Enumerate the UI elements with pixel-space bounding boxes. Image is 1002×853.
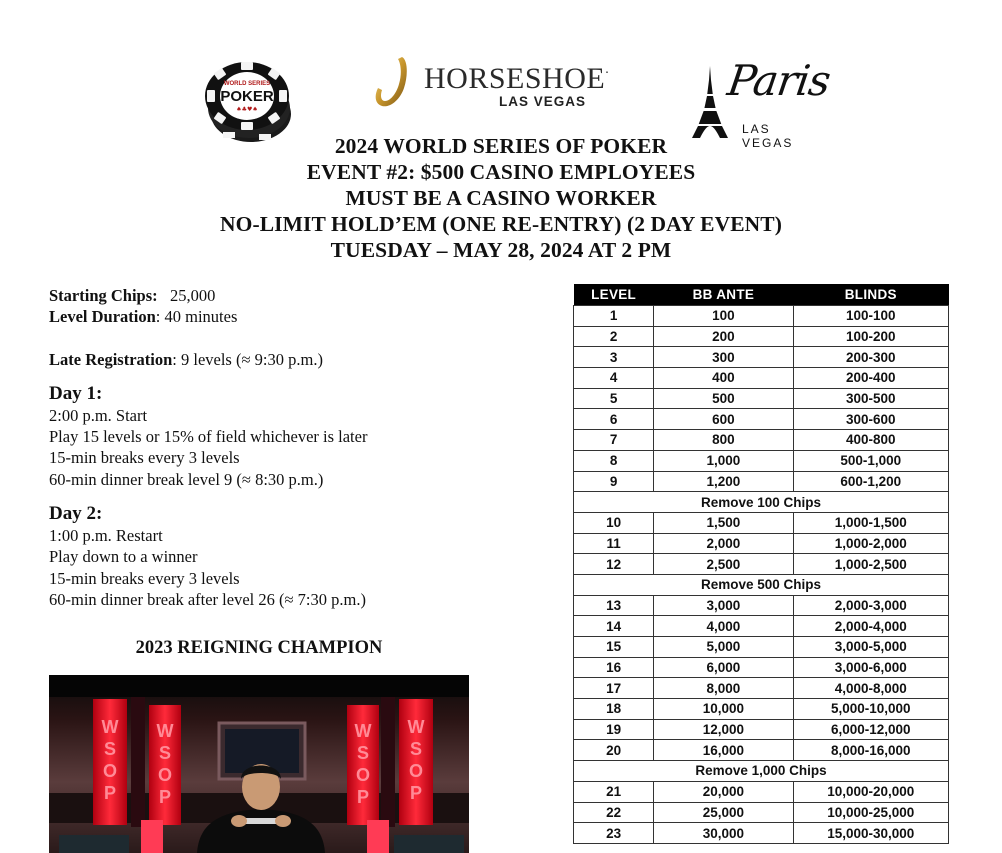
level-cell: 11 (574, 533, 654, 554)
level-cell: 13 (574, 595, 654, 616)
svg-text:W: W (354, 721, 372, 741)
blinds-cell: 8,000-16,000 (793, 740, 948, 761)
blinds-cell: 6,000-12,000 (793, 719, 948, 740)
table-row (574, 678, 949, 699)
level-cell: 5 (574, 388, 654, 409)
level-cell: 15 (574, 637, 654, 658)
level-cell: 17 (574, 678, 654, 699)
day2-line: 15-min breaks every 3 levels (49, 568, 240, 588)
level-cell: 2 (574, 326, 654, 347)
blinds-cell: 2,000-4,000 (793, 616, 948, 637)
svg-text:S: S (158, 743, 172, 763)
blinds-cell: 4,000-8,000 (793, 678, 948, 699)
blinds-cell: 300-500 (793, 388, 948, 409)
late-registration: Late Registration: 9 levels (≈ 9:30 p.m.) (49, 349, 323, 369)
svg-text:P: P (356, 787, 370, 807)
level-cell: 7 (574, 430, 654, 451)
chip-removal-row (574, 574, 949, 595)
svg-text:S: S (103, 739, 117, 759)
bb-ante-cell: 100 (654, 306, 793, 327)
chip-removal-note: Remove 100 Chips (574, 492, 949, 513)
blinds-cell: 15,000-30,000 (793, 823, 948, 844)
paris-las-vegas-logo (692, 56, 833, 150)
level-duration: Level Duration: 40 minutes (49, 307, 238, 327)
title-line-date: TUESDAY – MAY 28, 2024 AT 2 PM (330, 238, 672, 262)
table-row (574, 699, 949, 720)
bb-ante-cell: 25,000 (654, 802, 793, 823)
bb-ante-cell: 16,000 (654, 740, 793, 761)
level-cell: 3 (574, 347, 654, 368)
svg-text:WORLD SERIES: WORLD SERIES (223, 81, 271, 87)
day1-line: 15-min breaks every 3 levels (49, 448, 240, 468)
bb-ante-cell: 4,000 (654, 616, 793, 637)
blinds-cell: 100-100 (793, 306, 948, 327)
horseshoe-icon (372, 54, 412, 110)
blinds-cell: 1,000-2,000 (793, 533, 948, 554)
table-row (574, 326, 949, 347)
blinds-cell: 3,000-5,000 (793, 637, 948, 658)
table-row (574, 409, 949, 430)
bb-ante-cell: 300 (654, 347, 793, 368)
blinds-cell: 2,000-3,000 (793, 595, 948, 616)
blinds-cell: 400-800 (793, 430, 948, 451)
svg-text:O: O (157, 765, 173, 785)
bb-ante-cell: 12,000 (654, 719, 793, 740)
blinds-cell: 10,000-25,000 (793, 802, 948, 823)
blinds-cell: 1,000-1,500 (793, 512, 948, 533)
bb-ante-cell: 500 (654, 388, 793, 409)
table-row (574, 347, 949, 368)
svg-text:O: O (408, 761, 424, 781)
level-cell: 20 (574, 740, 654, 761)
column-header-level: LEVEL (574, 284, 654, 306)
table-row (574, 306, 949, 327)
column-header-blinds: BLINDS (793, 284, 948, 306)
svg-text:O: O (355, 765, 371, 785)
day2-heading: Day 2: (49, 503, 103, 525)
table-row (574, 616, 949, 637)
bb-ante-cell: 2,500 (654, 554, 793, 575)
blinds-cell: 200-300 (793, 347, 948, 368)
svg-text:W: W (101, 717, 119, 737)
table-row (574, 554, 949, 575)
level-cell: 23 (574, 823, 654, 844)
bb-ante-cell: 600 (654, 409, 793, 430)
paris-subtitle: LAS VEGAS (742, 122, 794, 150)
blinds-cell: 5,000-10,000 (793, 699, 948, 720)
table-row (574, 388, 949, 409)
table-row (574, 719, 949, 740)
table-row (574, 781, 949, 802)
starting-chips: Starting Chips: 25,000 (49, 286, 216, 305)
level-cell: 19 (574, 719, 654, 740)
blinds-cell: 200-400 (793, 368, 948, 389)
bb-ante-cell: 800 (654, 430, 793, 451)
table-row (574, 368, 949, 389)
day1-line: Play 15 levels or 15% of field whichever is later (49, 427, 368, 447)
bb-ante-cell: 8,000 (654, 678, 793, 699)
svg-text:W: W (407, 717, 425, 737)
title-line-eligibility: MUST BE A CASINO WORKER (345, 186, 657, 210)
bb-ante-cell: 6,000 (654, 657, 793, 678)
event-details (49, 285, 529, 610)
blinds-cell: 600-1,200 (793, 471, 948, 492)
blinds-cell: 100-200 (793, 326, 948, 347)
bb-ante-cell: 10,000 (654, 699, 793, 720)
bb-ante-cell: 400 (654, 368, 793, 389)
bb-ante-cell: 200 (654, 326, 793, 347)
horseshoe-las-vegas-logo: HORSESHOE. LAS VEGAS (372, 52, 604, 116)
column-header-bb-ante: BB ANTE (654, 284, 793, 306)
svg-text:POKER: POKER (220, 88, 274, 105)
blinds-cell: 3,000-6,000 (793, 657, 948, 678)
level-cell: 21 (574, 781, 654, 802)
table-row (574, 802, 949, 823)
table-row (574, 637, 949, 658)
level-cell: 8 (574, 450, 654, 471)
title-line-series: 2024 WORLD SERIES OF POKER (334, 134, 668, 158)
svg-text:S: S (356, 743, 370, 763)
bb-ante-cell: 1,500 (654, 512, 793, 533)
day1-line: 60-min dinner break level 9 (≈ 8:30 p.m.) (49, 469, 324, 489)
level-cell: 12 (574, 554, 654, 575)
blinds-cell: 500-1,000 (793, 450, 948, 471)
table-row (574, 740, 949, 761)
table-row (574, 450, 949, 471)
svg-text:♠♣♥♠: ♠♣♥♠ (236, 106, 258, 113)
svg-text:W: W (156, 721, 174, 741)
table-row (574, 471, 949, 492)
table-row (574, 512, 949, 533)
chip-removal-note: Remove 1,000 Chips (574, 761, 949, 782)
svg-text:P: P (103, 783, 117, 803)
level-cell: 10 (574, 512, 654, 533)
bb-ante-cell: 30,000 (654, 823, 793, 844)
blinds-structure-table (573, 284, 949, 844)
paris-wordmark: Paris (724, 56, 833, 105)
eiffel-tower-icon (692, 66, 728, 138)
blinds-cell: 300-600 (793, 409, 948, 430)
blinds-cell: 10,000-20,000 (793, 781, 948, 802)
day1-line: 2:00 p.m. Start (49, 405, 148, 425)
day1-heading: Day 1: (49, 382, 103, 404)
level-cell: 18 (574, 699, 654, 720)
level-cell: 4 (574, 368, 654, 389)
event-title-block (0, 133, 1002, 263)
table-row (574, 430, 949, 451)
champion-photo (49, 675, 469, 853)
level-cell: 14 (574, 616, 654, 637)
champion-heading: 2023 REIGNING CHAMPION (135, 638, 383, 658)
day2-line: 60-min dinner break after level 26 (≈ 7:30 p.m.) (49, 589, 366, 609)
title-line-game: NO-LIMIT HOLD’EM (ONE RE-ENTRY) (2 DAY EVENT) (220, 212, 782, 236)
table-header-row (574, 284, 949, 306)
level-cell: 9 (574, 471, 654, 492)
svg-text:P: P (158, 787, 172, 807)
table-row (574, 533, 949, 554)
table-row (574, 823, 949, 844)
bb-ante-cell: 1,000 (654, 450, 793, 471)
bb-ante-cell: 2,000 (654, 533, 793, 554)
chip-removal-row (574, 761, 949, 782)
horseshoe-name: HORSESHOE (424, 62, 606, 95)
table-row (574, 595, 949, 616)
bb-ante-cell: 3,000 (654, 595, 793, 616)
bb-ante-cell: 5,000 (654, 637, 793, 658)
svg-text:O: O (102, 761, 118, 781)
level-cell: 16 (574, 657, 654, 678)
horseshoe-subtitle: LAS VEGAS (499, 94, 587, 109)
svg-text:P: P (409, 783, 423, 803)
level-cell: 1 (574, 306, 654, 327)
level-cell: 22 (574, 802, 654, 823)
chip-removal-row (574, 492, 949, 513)
chip-removal-note: Remove 500 Chips (574, 574, 949, 595)
bb-ante-cell: 20,000 (654, 781, 793, 802)
blinds-cell: 1,000-2,500 (793, 554, 948, 575)
blinds-table-body (574, 306, 949, 844)
bb-ante-cell: 1,200 (654, 471, 793, 492)
level-cell: 6 (574, 409, 654, 430)
title-line-event: EVENT #2: $500 CASINO EMPLOYEES (306, 160, 696, 184)
day2-line: Play down to a winner (49, 547, 198, 567)
day2-line: 1:00 p.m. Restart (49, 526, 163, 546)
svg-text:S: S (409, 739, 423, 759)
table-row (574, 657, 949, 678)
